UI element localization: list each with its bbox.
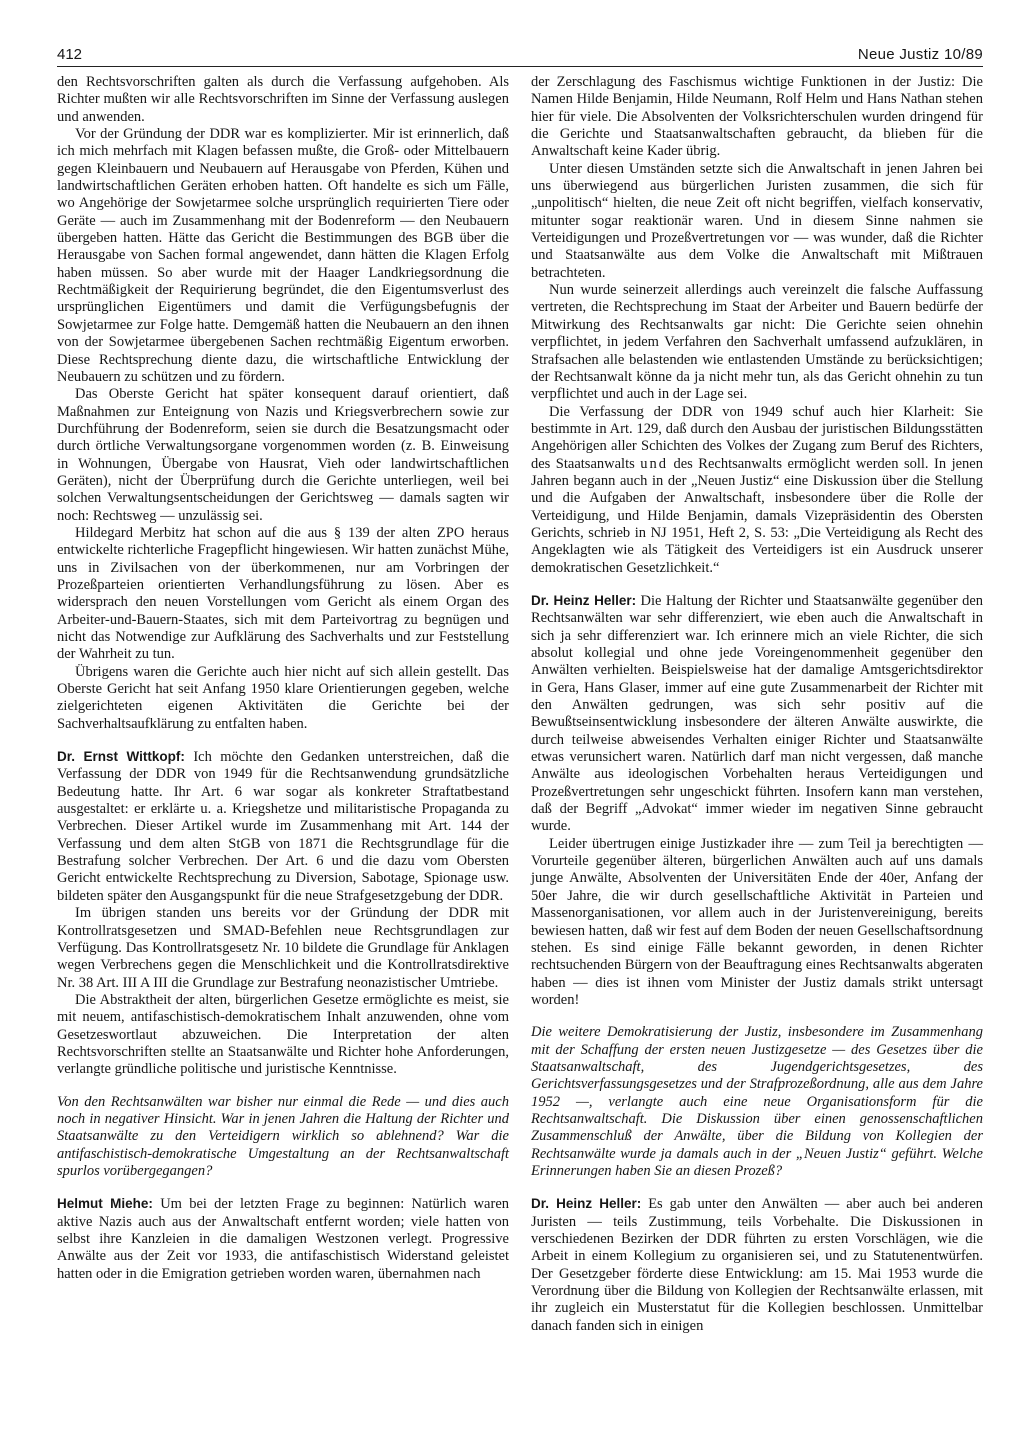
left-column <box>57 74 509 1283</box>
paragraph: Das Oberste Gericht hat später konsequent darauf orientiert, daß Maßnahmen zur Enteignung von Nazis und Kriegsverbrechern sowie zur Durchführung der Bodenreform, seien sie durch die Besatzungsmacht oder durch örtliche Verwaltungsorgane vorgenommen worden (z. B. Einweisung in Wohnungen, Übergabe von Hausrat, Vieh oder landwirtschaftlichen Geräten), nicht der Überprüfung durch die Gerichte unterliegen, weil bei solchen Verwaltungsentscheidungen der Gerichtsweg — damals sagten wir noch: Rechtsweg — unzulässig sei. <box>57 386 509 524</box>
speaker-text: Es gab unter den Anwälten — aber auch bei anderen Juristen — teils Zustimmung, teils Vorbehalte. Die Diskussionen in verschiedenen Bezirken der DDR führten zu ersten Vorschlägen, wie die Arbeit in einem Kollegium zu organisieren sei, und zu Statutenentwürfen. Der Gesetzgeber förderte diese Entwicklung: am 15. Mai 1953 wurde die Verordnung über die Bildung von Kollegien der Rechtsanwälte erlassen, mit ihr zugleich ein Musterstatut für die Kollegien beschlossen. Unmittelbar danach fanden sich in einigen <box>531 1196 984 1334</box>
paragraph: Die Abstraktheit der alten, bürgerlichen Gesetze ermöglichte es meist, sie mit neuem, antifaschistisch-demokratischem Inhalt anzuwenden, ohne vom Gesetzeswortlaut abzuweichen. Die Interpretation der alten Rechtsvorschriften stellte an Staatsanwälte und Richter hohe Anforderungen, verlangte gründliche politische und juristische Kenntnisse. <box>57 991 509 1078</box>
page-number: 412 <box>57 46 83 63</box>
speaker-name: Dr. Heinz Heller: <box>531 592 637 608</box>
speaker-name: Dr. Heinz Heller: <box>531 1196 642 1212</box>
speaker-paragraph <box>531 592 983 836</box>
speaker-paragraph <box>531 1195 983 1335</box>
paragraph <box>531 404 983 577</box>
paragraph: Vor der Gründung der DDR war es komplizierter. Mir ist erinnerlich, daß ich mich mehrfach mit Klagen befassen mußte, die Groß- oder Mittelbauern gegen Kleinbauern und Neubauern auf Herausgabe von Pferden, Kühen und landwirtschaftlichen Geräten erhoben hatten. Oft handelte es sich um Fälle, wo Angehörige der Sowjetarmee solche ursprünglich requirierten Tiere oder Geräte — auch im Zusammenhang mit der Bodenreform — den Neubauern übergeben hatten. Hätte das Gericht die Bestimmungen des BGB über die Herausgabe von Sachen formal angewendet, dann hätten die Klagen Erfolg haben müssen. So aber wurde mit der Haager Landkriegsordnung die Rechtmäßigkeit der Requirierung begründet, die den Eigentumsverlust des ursprünglichen Eigentümers und damit die Verfügungsbefugnis der Sowjetarmee zur Folge hatte. Demgemäß hatten die Neubauern an den ihnen von der Sowjetarmee übergebenen Sachen rechtmäßig Eigentum erworben. Diese Rechtsprechung diente dazu, die wirtschaftliche Entwicklung der Neubauern zu schützen und zu fördern. <box>57 126 509 385</box>
speaker-paragraph <box>57 1195 509 1283</box>
paragraph: den Rechtsvorschriften galten als durch die Verfassung aufgehoben. Als Richter mußten wir alle Rechtsvorschriften im Sinne der Verfassung auslegen und anwenden. <box>57 74 509 125</box>
paragraph-text: des Rechtsanwalts ermöglicht werden soll. In jenen Jahren begann auch in der „Neuen Justiz“ eine Diskussion über die Stellung und die Aufgaben der Anwaltschaft, insbesondere über die Rolle der Verteidigung, und Hilde Benjamin, damals Vizepräsidentin des Obersten Gerichts, schrieb in NJ 1951, Heft 2, S. 53: „Die Verteidigung als Recht des Angeklagten wie als Tätigkeit des Verteidigers ist ein Ausdruck unserer demokratischen Gesetzlichkeit.“ <box>531 455 983 576</box>
interview-question: Von den Rechtsanwälten war bisher nur einmal die Rede — und dies auch noch in negativer Hinsicht. War in jenen Jahren die Haltung der Richter und Staatsanwälte zu den Verteidigern wirklich so ablehnend? War die antifaschistisch-demokratische Umgestaltung an der Rechtsanwaltschaft spurlos vorübergegangen? <box>57 1093 509 1179</box>
paragraph-text: Die Verfassung der DDR von 1949 schuf auch hier Klarheit: Sie bestimmte in Art. 129, daß durch den Ausbau der juristischen Bildungsstätten Angehörigen aller Schichten des Volkes der Zugang zum Beruf des Richters, des Staatsanwalts <box>531 403 983 472</box>
right-column <box>531 74 983 1335</box>
paragraph: Nun wurde seinerzeit allerdings auch vereinzelt die falsche Auffassung vertreten, die Rechtsprechung im Staat der Arbeiter und Bauern bedürfe der Mitwirkung des Rechtsanwalts gar nicht: Die Gerichte seien ohnehin verpflichtet, in jedem Verfahren den Sachverhalt umfassend aufzuklären, in Strafsachen alle belastenden wie entlastenden Umstände zu berücksichtigen; der Rechtsanwalt könne da ja nicht mehr tun, als das Gericht ohnehin zu tun verpflichtet und auch in der Lage sei. <box>531 282 983 403</box>
speaker-name: Dr. Ernst Wittkopf: <box>57 749 185 765</box>
speaker-text: Die Haltung der Richter und Staatsanwälte gegenüber den Rechtsanwälten war sehr differenziert, wie eben auch die Anwaltschaft in sich ja sehr differenziert war. Ich erinnere mich an viele Richter, die sich absolut kollegial und ohne jede Voreingenommenheit gegenüber den Anwälten verhielten. Beispielsweise hat der damalige Amtsgerichtsdirektor in Gera, Hans Glaser, immer auf eine gute Zusammenarbeit der Richter mit den Anwälten gedrungen, was sich sehr positiv auf die Bewußtseinsentwicklung insbesondere der älteren Anwälte auswirkte, die durch teilweise abweisendes Verhalten einiger Richter und Staatsanwälte etwas verunsichert waren. Natürlich darf man nicht vergessen, daß manche Anwälte aus ideologischen Vorbehalten heraus Verteidigungen und Prozeßvertretungen sehr ungeschickt führten. Insofern kann man verstehen, daß der Begriff „Advokat“ immer wieder im negativen Sinne gebraucht wurde. <box>531 592 984 835</box>
interview-question: Die weitere Demokratisierung der Justiz, insbesondere im Zusammenhang mit der Schaffung der ersten neuen Justizgesetze — des Gesetzes über die Staatsanwaltschaft, des Jugendgerichtsgesetzes, des Gerichtsverfassungsgesetzes und der Strafprozeßordnung, alle aus dem Jahre 1952 —, verlangte auch eine neue Organisationsform für die Rechtsanwaltschaft. Die Diskussion über einen genossenschaftlichen Zusammenschluß der Anwälte, über die Bildung von Kollegien der Rechtsanwälte wurde ja damals auch in der „Neuen Justiz“ geführt. Welche Erinnerungen haben Sie an diesen Prozeß? <box>531 1024 983 1179</box>
speaker-text: Ich möchte den Gedanken unterstreichen, daß die Verfassung der DDR von 1949 für die Rechtsanwendung grundsätzliche Bedeutung hatte. Ihr Art. 6 war sogar als konkreter Straftatbestand ausgestaltet: er erklärte u. a. Kriegshetze und militaristische Propaganda zu Verbrechen. Dieser Artikel wurde im Zusammenhang mit Art. 144 der Verfassung und dem alten StGB von 1871 die Rechtsgrundlage für die Bestrafung solcher Verbrechen. Der Art. 6 und die dazu vom Obersten Gericht entwickelte Rechtsprechung zu Diversion, Sabotage, Spionage usw. bildeten später den Ausgangspunkt für die neue Strafgesetzgebung der DDR. <box>57 749 510 904</box>
spaced-word: und <box>640 455 668 472</box>
journal-title: Neue Justiz 10/89 <box>857 46 983 63</box>
paragraph: Unter diesen Umständen setzte sich die Anwaltschaft in jenen Jahren bei uns überwiegend aus bürgerlichen Juristen zusammen, die sich für „unpolitisch“ hielten, die neue Zeit oft nicht begriffen, vielfach konservativ, mitunter sogar reaktionär waren. Und in diesem Sinne nahmen sie Verteidigungen und Prozeßvertretungen vor — was wunder, daß die Richter und Staatsanwälte aus dem Volke die Anwaltschaft mit Mißtrauen betrachteten. <box>531 160 983 281</box>
paragraph: Übrigens waren die Gerichte auch hier nicht auf sich allein gestellt. Das Oberste Gericht hat seit Anfang 1950 klare Orientierungen gegeben, welche zielgerichteten eigenen Aktivitäten die Gerichte bei der Sachverhaltsaufklärung zu entfalten haben. <box>57 663 509 732</box>
speaker-text: Um bei der letzten Frage zu beginnen: Natürlich waren aktive Nazis auch aus der Anwaltschaft entfernt worden; viele hatten von selbst ihre Kanzleien in die damaligen Westzonen verlegt. Progressive Anwälte aus der Zeit vor 1933, die antifaschistisch Widerstand geleistet hatten oder in die Emigration getrieben worden waren, übernahmen nach <box>57 1196 510 1282</box>
speaker-name: Helmut Miehe: <box>57 1196 153 1212</box>
paragraph: Im übrigen standen uns bereits vor der Gründung der DDR mit Kontrollratsgesetzen und SMAD-Befehlen neue Rechtsgrundlagen zur Verfügung. Das Kontrollratsgesetz Nr. 10 bildete die Grundlage für Anklagen wegen Verbrechens gegen die Menschlichkeit und die Kontrollratsdirektive Nr. 38 Art. III A III die Grundlage zur Bestrafung neonazistischer Umtriebe. <box>57 905 509 991</box>
page-header <box>57 44 983 67</box>
paragraph: Leider übertrugen einige Justizkader ihre — zum Teil ja berechtigten — Vorurteile gegenüber älteren, bürgerlichen Anwälten auch auf uns damals junge Anwälte, Absolventen der Universitäten Ende der 40er, Anfang der 50er Jahre, die wir durch gesellschaftliche Aktivität in Parteien und Massenorganisationen, vor allem auch in der Juristenvereinigung, bereits bewiesen hatten, daß wir fest auf dem Boden der neuen Gesellschaftsordnung stehen. Es sind einige Fälle bekannt geworden, in denen Richter rechtsuchenden Bürgern von der Beauftragung eines Rechtsanwalts abgeraten haben — dies ist ihnen vom Minister der Justiz damals strikt untersagt worden! <box>531 835 983 1008</box>
speaker-paragraph <box>57 748 509 905</box>
paragraph: Hildegard Merbitz hat schon auf die aus § 139 der alten ZPO heraus entwickelte richterliche Fragepflicht hingewiesen. Wir hatten zunächst Mühe, uns in Zivilsachen von der überkommenen, nur am Vorbringen der Prozeßparteien orientierten Verhandlungsführung zu lösen. Aber es widersprach den neuen Vorstellungen vom Gericht als einem Organ des Arbeiter-und-Bauern-Staates, sich mit dem Parteivortrag zu begnügen und nicht das Notwendige zur Aufklärung des Sachverhalts und zur Feststellung der Wahrheit zu tun. <box>57 524 509 663</box>
paragraph: der Zerschlagung des Faschismus wichtige Funktionen in der Justiz: Die Namen Hilde Benjamin, Hilde Neumann, Rolf Helm und Hans Nathan stehen hier für viele. Die Absolventen der Volksrichterschulen wurden dringend für die Gerichte und Staatsanwaltschaften gebraucht, da blieben für die Anwaltschaft keine Kader übrig. <box>531 74 983 160</box>
